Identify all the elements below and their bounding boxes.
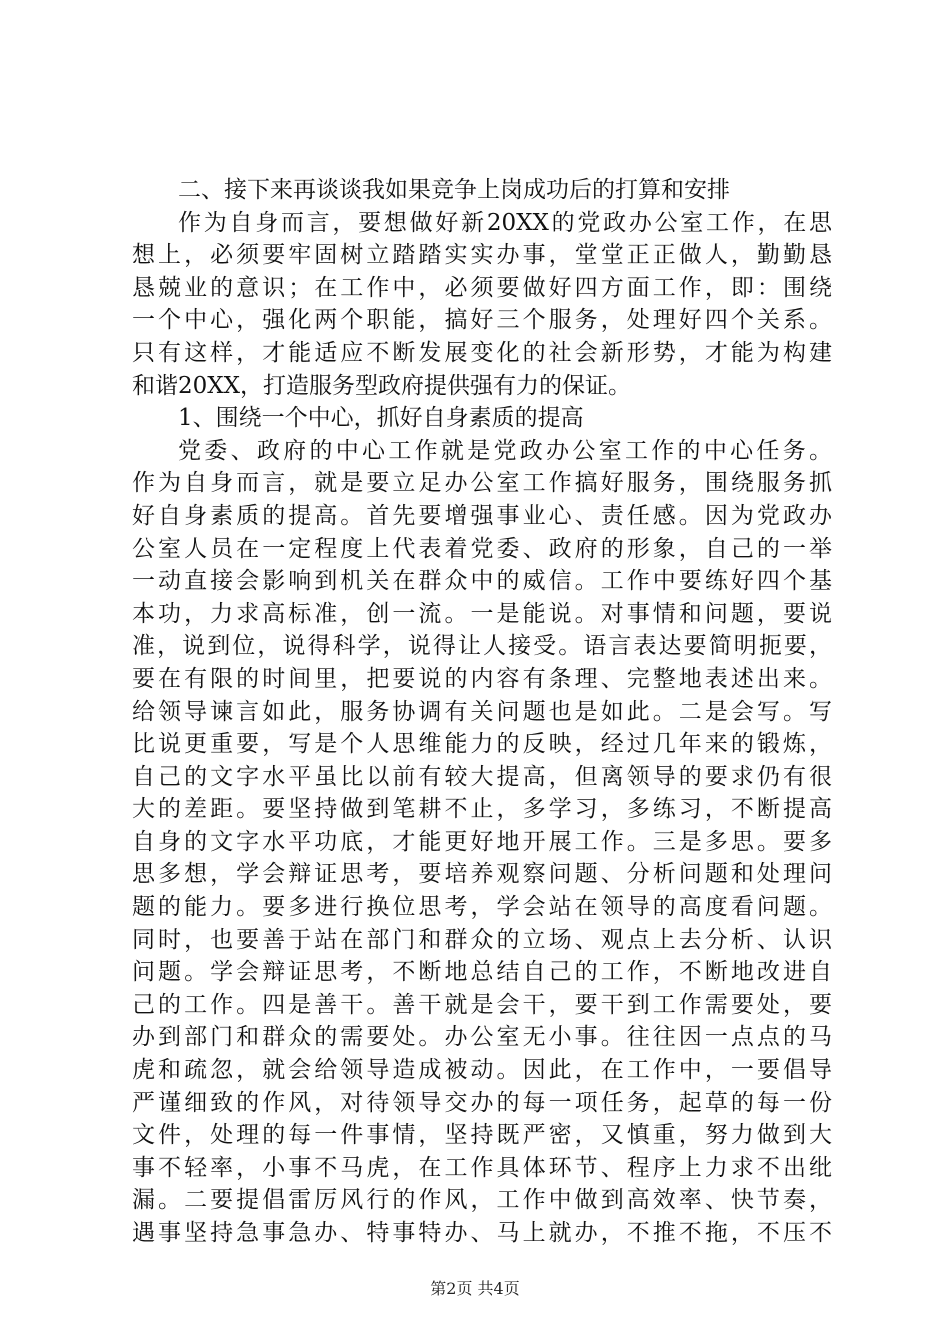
paragraph-line: 大的差距。要坚持做到笔耕不止，多学习，多练习，不断提高: [132, 796, 832, 823]
subsection-heading: 1、围绕一个中心，抓好自身素质的提高: [178, 405, 584, 432]
paragraph-line: 漏。二要提倡雷厉风行的作风，工作中做到高效率、快节奏，: [132, 1187, 832, 1214]
paragraph-line: 作为自身而言，要想做好新20XX的党政办公室工作，在思: [178, 209, 832, 236]
paragraph-line: 和谐20XX，打造服务型政府提供强有力的保证。: [132, 372, 632, 399]
paragraph-line: 虎和疏忽，就会给领导造成被动。因此，在工作中，一要倡导: [132, 1057, 832, 1084]
paragraph-line: 比说更重要，写是个人思维能力的反映，经过几年来的锻炼，: [132, 731, 832, 758]
paragraph-line: 自己的文字水平虽比以前有较大提高，但离领导的要求仍有很: [132, 763, 832, 790]
paragraph-line: 本功，力求高标准，创一流。一是能说。对事情和问题，要说: [132, 600, 832, 627]
paragraph-line: 给领导谏言如此，服务协调有关问题也是如此。二是会写。写: [132, 698, 832, 725]
paragraph-line: 严谨细致的作风，对待领导交办的每一项任务，起草的每一份: [132, 1089, 832, 1116]
paragraph-line: 公室人员在一定程度上代表着党委、政府的形象，自己的一举: [132, 535, 832, 562]
paragraph-line: 作为自身而言，就是要立足办公室工作搞好服务，围绕服务抓: [132, 470, 832, 497]
paragraph-line: 办到部门和群众的需要处。办公室无小事。往往因一点点的马: [132, 1024, 832, 1051]
paragraph-line: 遇事坚持急事急办、特事特办、马上就办，不推不拖，不压不: [132, 1220, 832, 1246]
page-footer: 第2页 共4页: [430, 1279, 520, 1298]
paragraph-line: 题的能力。要多进行换位思考，学会站在领导的高度看问题。: [132, 894, 832, 921]
paragraph-line: 恳兢业的意识；在工作中，必须要做好四方面工作，即：围绕: [132, 274, 832, 301]
paragraph-line: 只有这样，才能适应不断发展变化的社会新形势，才能为构建: [132, 339, 832, 366]
paragraph-line: 同时，也要善于站在部门和群众的立场、观点上去分析、认识: [132, 926, 832, 953]
paragraph-line: 想上，必须要牢固树立踏踏实实办事，堂堂正正做人，勤勤恳: [132, 242, 832, 269]
paragraph-line: 准，说到位，说得科学，说得让人接受。语言表达要简明扼要，: [132, 633, 832, 660]
paragraph-line: 一动直接会影响到机关在群众中的威信。工作中要练好四个基: [132, 568, 832, 595]
document-body: [132, 174, 832, 1250]
paragraph-line: 文件，处理的每一件事情，坚持既严密，又慎重，努力做到大: [132, 1122, 832, 1149]
paragraph-line: 己的工作。四是善干。善干就是会干，要干到工作需要处，要: [132, 991, 832, 1018]
section-heading: 二、接下来再谈谈我如果竞争上岗成功后的打算和安排: [178, 177, 730, 203]
paragraph-line: 问题。学会辩证思考，不断地总结自己的工作，不断地改进自: [132, 959, 832, 986]
paragraph-line: 好自身素质的提高。首先要增强事业心、责任感。因为党政办: [132, 502, 832, 529]
paragraph-line: 自身的文字水平功底，才能更好地开展工作。三是多思。要多: [132, 828, 832, 855]
paragraph-line: 要在有限的时间里，把要说的内容有条理、完整地表述出来。: [132, 665, 832, 692]
paragraph-line: 思多想，学会辩证思考，要培养观察问题、分析问题和处理问: [132, 861, 832, 888]
paragraph-line: 党委、政府的中心工作就是党政办公室工作的中心任务。: [178, 437, 832, 464]
paragraph-line: 事不轻率，小事不马虎，在工作具体环节、程序上力求不出纰: [132, 1154, 832, 1181]
paragraph-line: 一个中心，强化两个职能，搞好三个服务，处理好四个关系。: [132, 307, 832, 334]
